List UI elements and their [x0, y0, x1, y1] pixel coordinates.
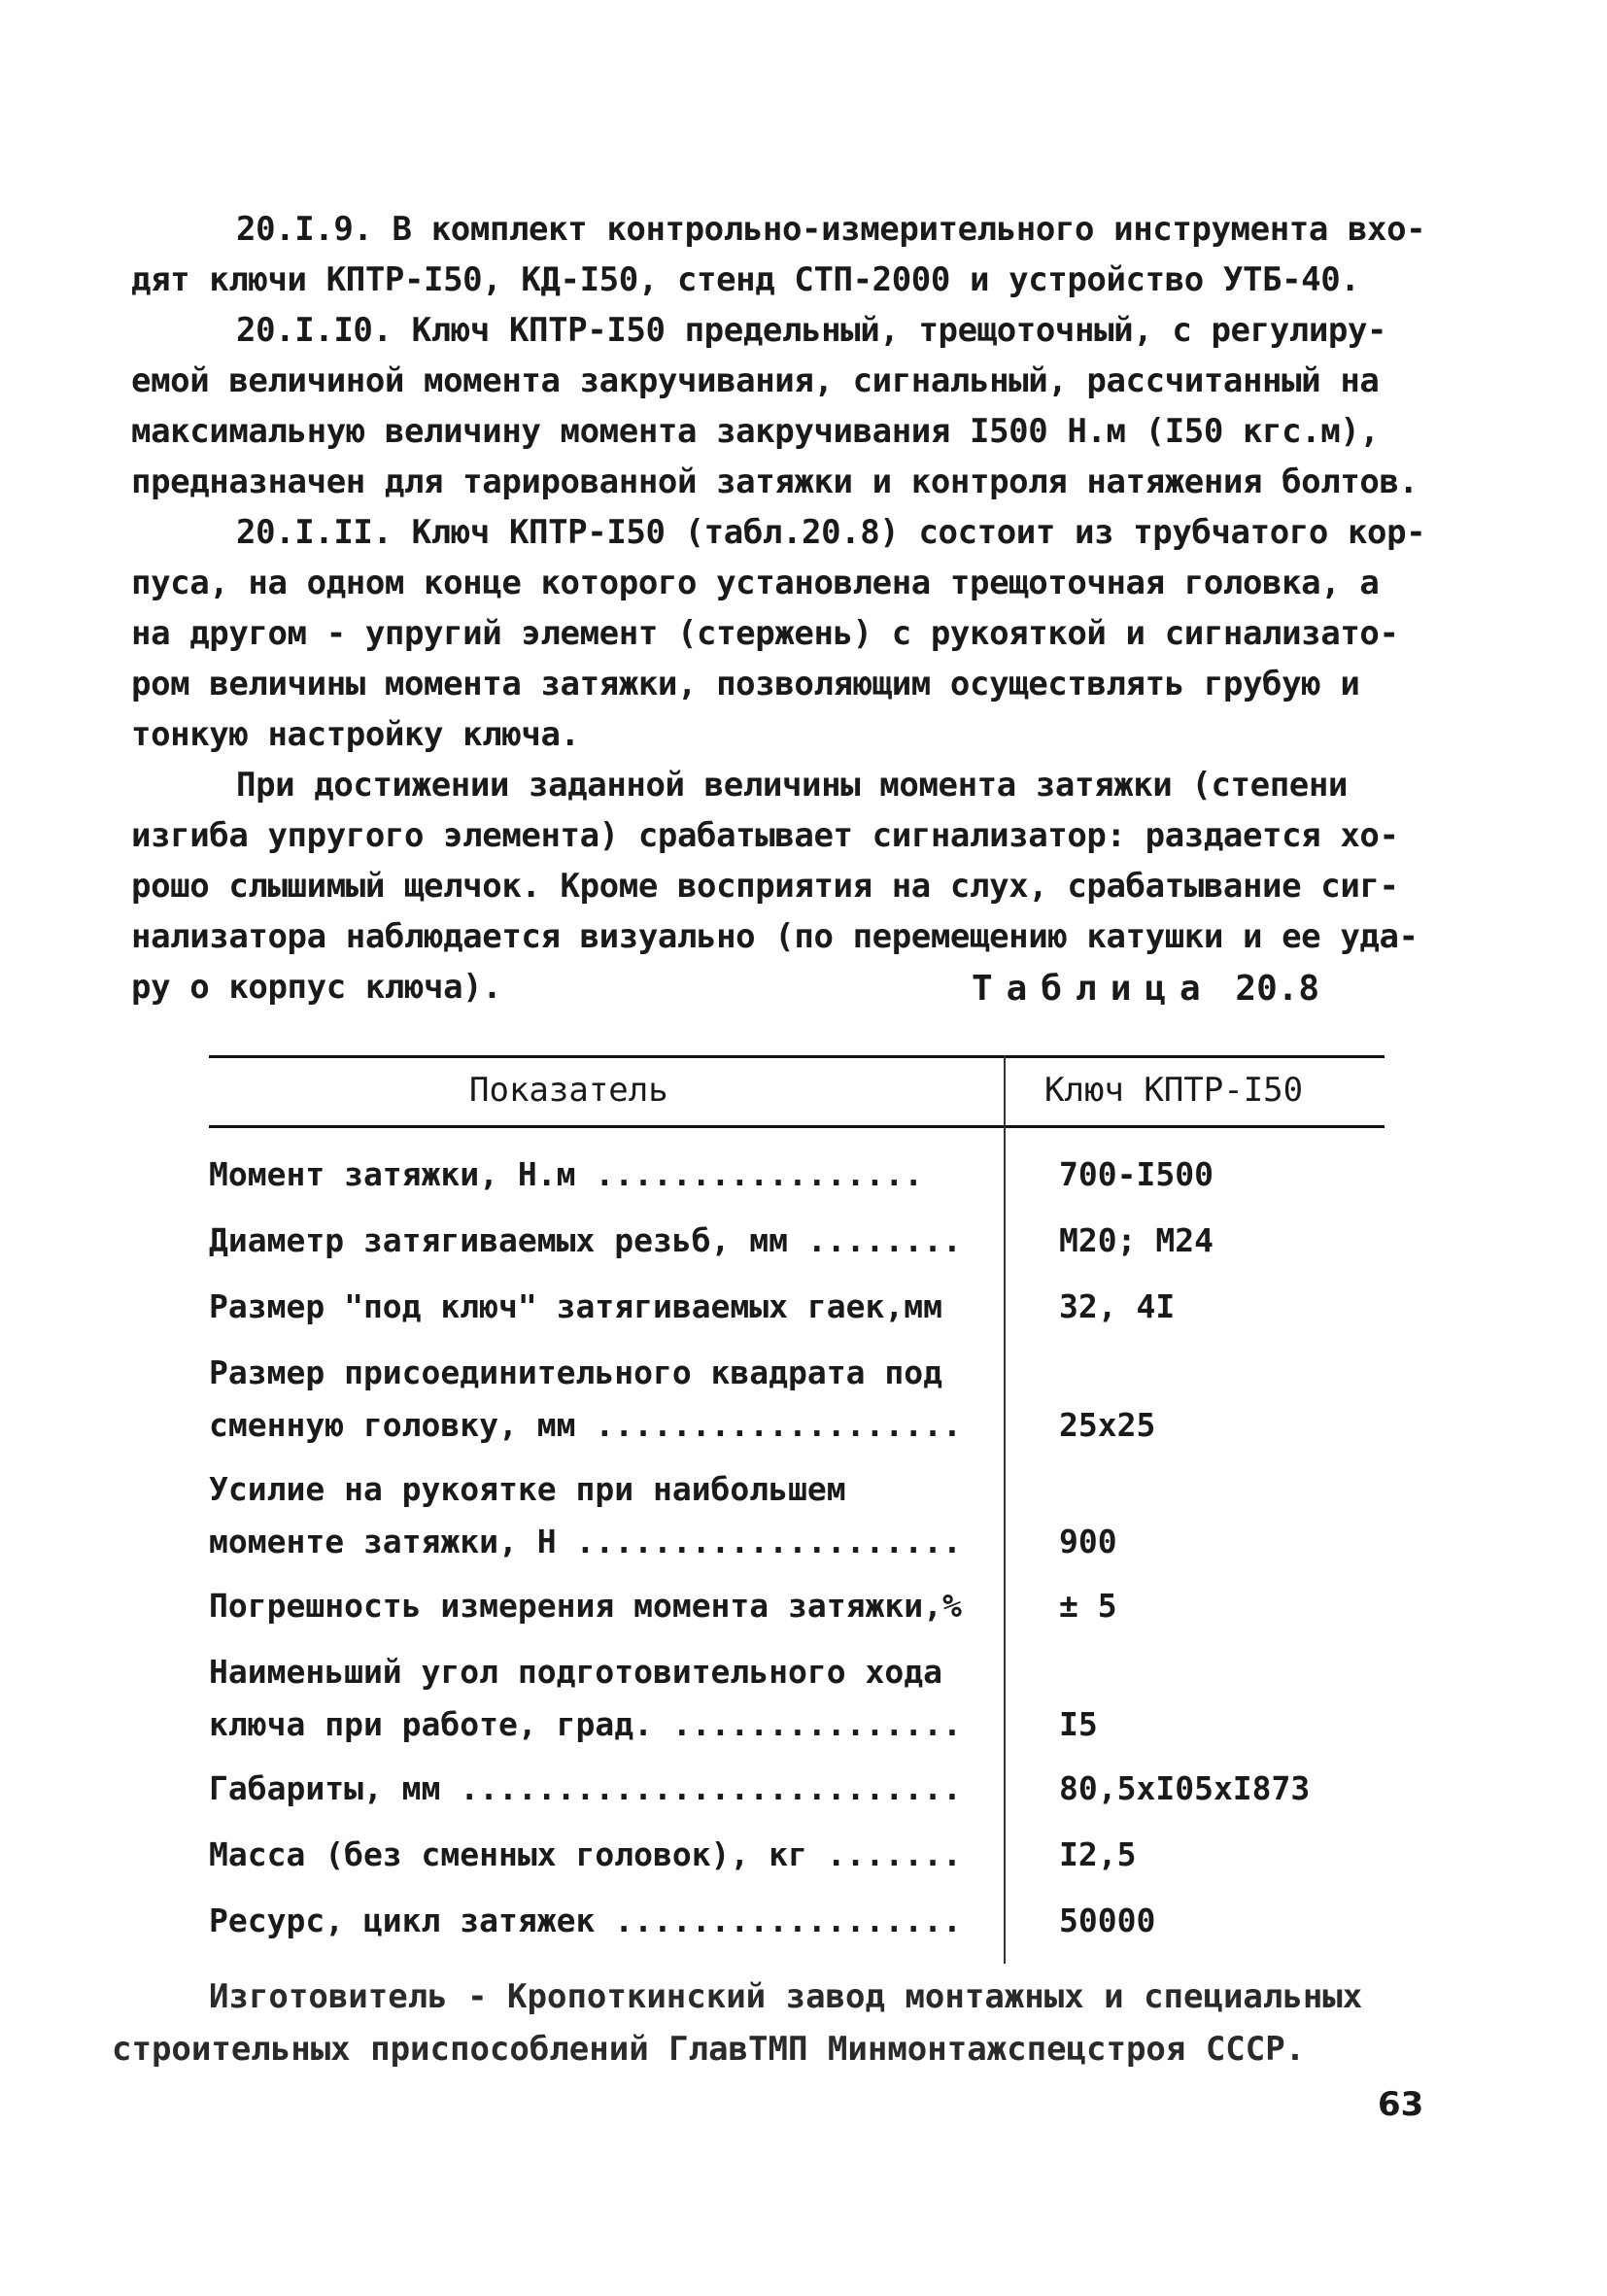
- paragraph-20-1-11: [131, 507, 1472, 760]
- table-top-rule: [209, 1055, 1385, 1058]
- row-label: [209, 1347, 996, 1452]
- row-label: [209, 1763, 996, 1815]
- header-key: Ключ КПТР-I50: [1044, 1071, 1304, 1110]
- row-value: ± 5: [1059, 1587, 1117, 1625]
- row-label-line: Габариты, мм ..........................: [209, 1769, 962, 1807]
- text-line: тонкую настройку ключа.: [131, 715, 580, 754]
- row-label: [209, 1580, 996, 1632]
- paragraph-20-1-10: [131, 305, 1472, 507]
- row-value: I5: [1059, 1705, 1098, 1743]
- row-label: [209, 1646, 996, 1751]
- table-caption-word: Таблица: [972, 969, 1214, 1009]
- manufacturer-note: [112, 1970, 1472, 2075]
- text-line: При достижении заданной величины момента затяжки (степени: [236, 766, 1348, 805]
- row-label: [209, 1281, 996, 1333]
- row-label-line: Усилие на рукоятке при наибольшем: [209, 1470, 846, 1508]
- row-label-line: Диаметр затягиваемых резьб, мм ........: [209, 1221, 962, 1259]
- row-value: 80,5хI05хI873: [1059, 1769, 1311, 1807]
- table-caption-number: 20.8: [1235, 969, 1320, 1009]
- page-number: 63: [1378, 2085, 1424, 2124]
- row-label: [209, 1895, 996, 1947]
- row-label-line: Масса (без сменных головок), кг .......: [209, 1835, 962, 1873]
- text-line: рошо слышимый щелчок. Кроме восприятия на слух, срабатывание сиг-: [131, 867, 1399, 906]
- row-label-line: Размер присоединительного квадрата под: [209, 1354, 942, 1391]
- header-indicator: Показатель: [469, 1071, 668, 1110]
- row-value: М20; М24: [1059, 1221, 1214, 1259]
- row-label-line: моменте затяжки, Н ....................: [209, 1523, 962, 1560]
- text-line: Изготовитель - Кропоткинский завод монтажных и специальных: [209, 1977, 1363, 2016]
- row-value: 25х25: [1059, 1406, 1156, 1444]
- row-value: 50000: [1059, 1902, 1156, 1939]
- text-line: на другом - упругий элемент (стержень) с рукояткой и сигнализато-: [131, 614, 1399, 653]
- row-label-line: сменную головку, мм ...................: [209, 1406, 962, 1444]
- paragraph-20-1-9: [131, 204, 1472, 305]
- text-line: нализатора наблюдается визуально (по перемещению катушки и ее уда-: [131, 917, 1419, 956]
- text-line: 20.I.I0. Ключ КПТР-I50 предельный, трещоточный, с регулиру-: [236, 311, 1387, 350]
- row-value: 32, 4I: [1059, 1287, 1176, 1325]
- row-label-line: Погрешность измерения момента затяжки,%: [209, 1587, 962, 1625]
- text-line: максимальную величину момента закручивания I500 Н.м (I50 кгс.м),: [131, 412, 1380, 451]
- row-value: 900: [1059, 1523, 1117, 1560]
- row-label-line: ключа при работе, град. ...............: [209, 1705, 962, 1743]
- row-label: [209, 1829, 996, 1881]
- row-label: [209, 1148, 996, 1201]
- row-label-line: Ресурс, цикл затяжек ..................: [209, 1902, 962, 1939]
- text-line: емой величиной момента закручивания, сигнальный, рассчитанный на: [131, 361, 1380, 400]
- text-line: изгиба упругого элемента) срабатывает сигнализатор: раздается хо-: [131, 816, 1399, 855]
- text-line: пуса, на одном конце которого установлена трещоточная головка, а: [131, 564, 1380, 602]
- text-line: 20.I.9. В комплект контрольно-измерительного инструмента вхо-: [236, 210, 1426, 249]
- row-label: [209, 1463, 996, 1568]
- row-value: I2,5: [1059, 1835, 1137, 1873]
- row-value: 700-I500: [1059, 1155, 1214, 1193]
- text-line: ру о корпус ключа).: [131, 968, 502, 1007]
- table-caption: [972, 966, 1319, 1012]
- text-line: дят ключи КПТР-I50, КД-I50, стенд СТП-2000 и устройство УТБ-40.: [131, 260, 1360, 299]
- text-line: 20.I.II. Ключ КПТР-I50 (табл.20.8) состоит из трубчатого кор-: [236, 513, 1426, 552]
- row-label-line: Наименьший угол подготовительного хода: [209, 1653, 942, 1691]
- table-header-rule: [209, 1125, 1385, 1128]
- text-line: предназначен для тарированной затяжки и контроля натяжения болтов.: [131, 463, 1419, 501]
- text-line: строительных приспособлений ГлавТМП Минмонтажспецстроя СССР.: [112, 2030, 1306, 2069]
- row-label: [209, 1215, 996, 1267]
- row-label-line: Момент затяжки, Н.м .................: [209, 1155, 924, 1193]
- text-line: ром величины момента затяжки, позволяющим осуществлять грубую и: [131, 665, 1360, 703]
- row-label-line: Размер "под ключ" затягиваемых гаек,мм: [209, 1287, 942, 1325]
- table-column-divider: [1004, 1055, 1006, 1964]
